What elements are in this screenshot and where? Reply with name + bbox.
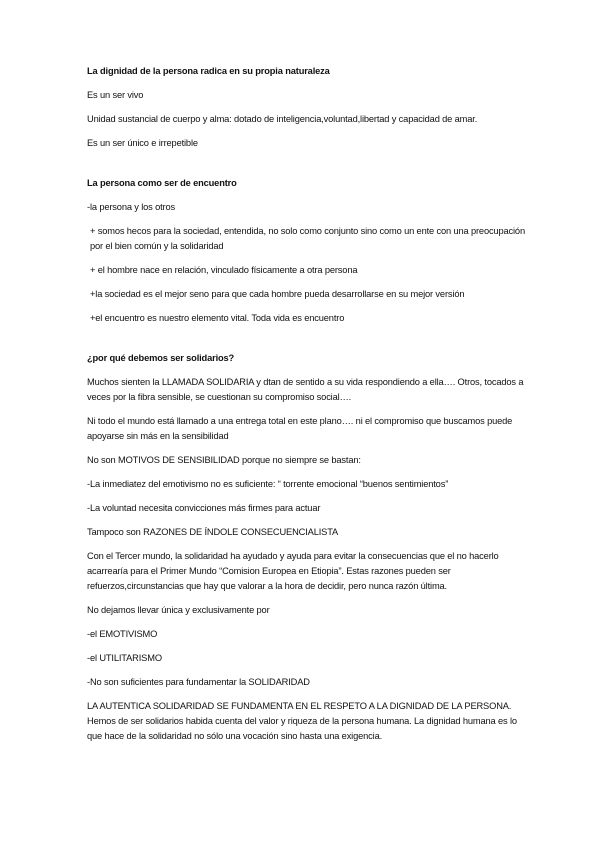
paragraph: Ni todo el mundo está llamado a una entrega total en este plano…. ni el compromiso que buscamos puede apoyarse sin más en la sensibilidad bbox=[87, 416, 513, 441]
list-item: + el hombre nace en relación, vinculado físicamente a otra persona bbox=[90, 265, 358, 275]
section-heading-dignidad: La dignidad de la persona radica en su propia naturaleza bbox=[87, 66, 330, 76]
paragraph: No son MOTIVOS DE SENSIBILIDAD porque no siempre se bastan: bbox=[87, 455, 361, 465]
paragraph: Tampoco son RAZONES DE ÍNDOLE CONSECUENCIALISTA bbox=[87, 527, 339, 537]
paragraph: -La inmediatez del emotivismo no es suficiente: “ torrente emocional “buenos sentimientos” bbox=[87, 479, 449, 489]
paragraph: Con el Tercer mundo, la solidaridad ha ayudado y ayuda para evitar la consecuencias que el no hacerlo acarrearía para el Primer Mundo “Comision Europea en Etiopia”. Estas razones pueden ser refuerzos,circunstancias que hay que valorar a la hora de decidir, pero nunca razón última. bbox=[87, 551, 499, 591]
paragraph: -el EMOTIVISMO bbox=[87, 629, 158, 639]
document-body bbox=[87, 64, 527, 753]
list-item: +la sociedad es el mejor seno para que cada hombre pueda desarrollarse en su mejor versión bbox=[90, 289, 465, 299]
paragraph: LA AUTENTICA SOLIDARIDAD SE FUNDAMENTA EN EL RESPETO A LA DIGNIDAD DE LA PERSONA. Hemos de ser solidarios habida cuenta del valor y riqueza de la persona humana. La dignidad humana es lo que hace de la solidaridad no sólo una vocación sino hasta una exigencia. bbox=[87, 701, 517, 741]
list-item: + somos hecos para la sociedad, entendida, no solo como conjunto sino como un ente con una preocupación por el bien común y la solidaridad bbox=[90, 226, 525, 251]
paragraph: -La voluntad necesita convicciones más firmes para actuar bbox=[87, 503, 321, 513]
section-spacer bbox=[87, 160, 527, 176]
paragraph: -la persona y los otros bbox=[87, 202, 176, 212]
paragraph: Unidad sustancial de cuerpo y alma: dotado de inteligencia,voluntad,libertad y capacidad de amar. bbox=[87, 114, 478, 124]
paragraph: Muchos sienten la LLAMADA SOLIDARIA y dtan de sentido a su vida respondiendo a ella…. Otros, tocados a veces por la fibra sensible, se cuestionan su compromiso social…. bbox=[87, 377, 524, 402]
paragraph: Es un ser vivo bbox=[87, 90, 144, 100]
paragraph: Es un ser único e irrepetible bbox=[87, 138, 198, 148]
section-heading-encuentro: La persona como ser de encuentro bbox=[87, 178, 237, 188]
paragraph: -el UTILITARISMO bbox=[87, 653, 162, 663]
section-spacer bbox=[87, 335, 527, 351]
paragraph: No dejamos llevar única y exclusivamente por bbox=[87, 605, 270, 615]
section-heading-solidarios: ¿por qué debemos ser solidarios? bbox=[87, 353, 235, 363]
list-item: +el encuentro es nuestro elemento vital. Toda vida es encuentro bbox=[90, 313, 345, 323]
paragraph: -No son suficientes para fundamentar la SOLIDARIDAD bbox=[87, 677, 310, 687]
